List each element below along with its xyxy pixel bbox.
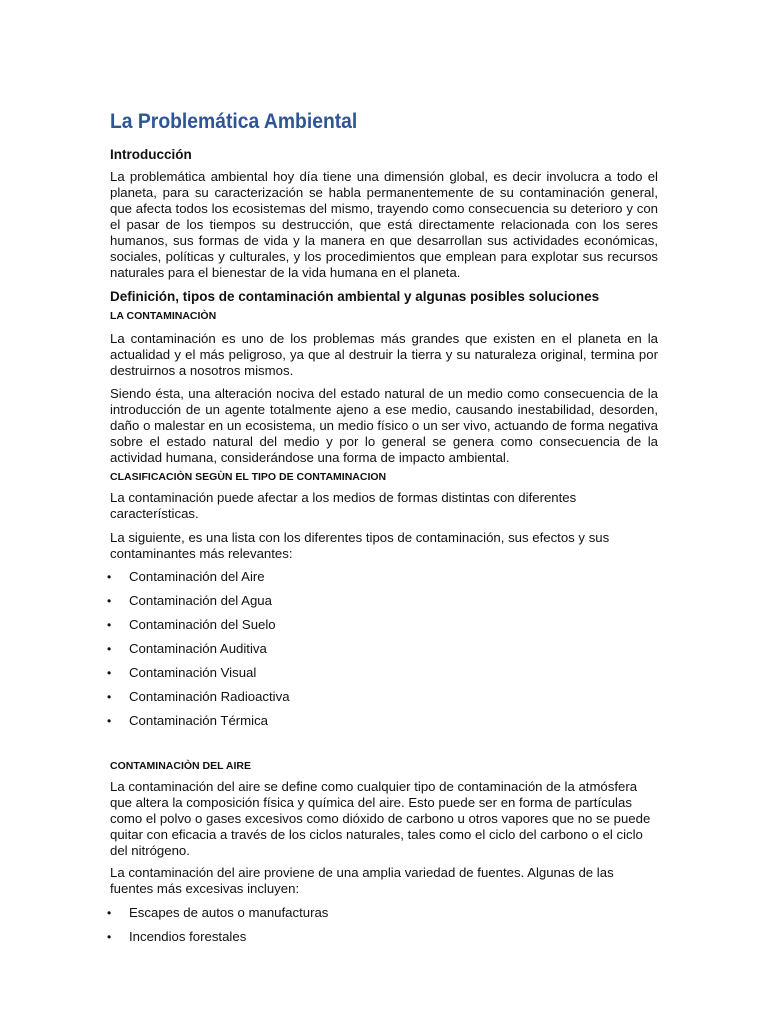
list-item-label: Contaminación del Aire [129, 569, 265, 584]
bullet-icon: • [107, 906, 112, 920]
intro-heading: Introducción [110, 147, 192, 162]
document-title: La Problemática Ambiental [110, 110, 358, 133]
list-item [107, 617, 658, 633]
list-item-label: Contaminación Radioactiva [129, 689, 290, 704]
contamination-types-list [107, 569, 658, 729]
list-item-label: Contaminación del Suelo [129, 617, 276, 632]
list-item-label: Contaminación Térmica [129, 713, 269, 728]
bullet-icon: • [107, 666, 112, 680]
list-item-label: Contaminación Visual [129, 665, 257, 680]
bullet-icon: • [107, 642, 112, 656]
definition-heading: Definición, tipos de contaminación ambiental y algunas posibles soluciones [110, 289, 600, 304]
contamination-subheading: LA CONTAMINACIÒN [110, 310, 217, 322]
definition-paragraph-1: La contaminación es uno de los problemas más grandes que existen en el planeta en la actualidad y el más peligroso, ya que al destruir la tierra y su naturaleza original, termina por destruirnos a nosotros mismos. [110, 331, 658, 378]
air-paragraph-1: La contaminación del aire se define como cualquier tipo de contaminación de la atmósfera que altera la composición física y química del aire. Esto puede ser en forma de partículas como el polvo o gases excesivos como dióxido de carbono u otros vapores que no se puede quitar con eficacia a través de los ciclos naturales, tales como el ciclo del carbono o el ciclo del nitrógeno. [110, 779, 651, 858]
classification-paragraph-1: La contaminación puede afectar a los medios de formas distintas con diferentes características. [110, 490, 577, 521]
air-sources-list [107, 905, 658, 945]
classification-heading: CLASIFICACIÒN SEGÙN EL TIPO DE CONTAMINACION [110, 471, 387, 483]
list-item [107, 665, 658, 681]
list-item [107, 713, 658, 729]
classification-paragraph-2: La siguiente, es una lista con los diferentes tipos de contaminación, sus efectos y sus contaminantes más relevantes: [110, 530, 610, 561]
air-pollution-heading: CONTAMINACIÒN DEL AIRE [110, 760, 251, 772]
list-item [107, 569, 658, 585]
list-item [107, 593, 658, 609]
list-item [107, 929, 658, 945]
bullet-icon: • [107, 930, 112, 944]
list-item-label: Contaminación del Agua [129, 593, 272, 608]
air-paragraph-2: La contaminación del aire proviene de una amplia variedad de fuentes. Algunas de las fuentes más excesivas incluyen: [110, 865, 614, 896]
bullet-icon: • [107, 570, 112, 584]
list-item [107, 905, 658, 921]
bullet-icon: • [107, 690, 112, 704]
list-item [107, 689, 658, 705]
bullet-icon: • [107, 714, 112, 728]
bullet-icon: • [107, 618, 112, 632]
list-item-label: Incendios forestales [129, 929, 247, 944]
list-item [107, 641, 658, 657]
document-page [107, 106, 658, 953]
list-item-label: Contaminación Auditiva [129, 641, 267, 656]
intro-paragraph: La problemática ambiental hoy día tiene una dimensión global, es decir involucra a todo el planeta, para su caracterización se habla permanentemente de su contaminación general, que afecta todos los ecosistemas del mismo, trayendo como consecuencia su deterioro y con el pasar de los tiempos su destrucción, que está directamente relacionada con los seres humanos, sus formas de vida y la manera en que desarrollan sus actividades económicas, sociales, políticas y culturales, y los procedimientos que emplean para explotar sus recursos naturales para el bienestar de la vida humana en el planeta. [110, 169, 658, 280]
list-item-label: Escapes de autos o manufacturas [129, 905, 329, 920]
bullet-icon: • [107, 594, 112, 608]
definition-paragraph-2: Siendo ésta, una alteración nociva del estado natural de un medio como consecuencia de la introducción de un agente totalmente ajeno a ese medio, causando inestabilidad, desorden, daño o malestar en un ecosistema, un medio físico o un ser vivo, actuando de forma negativa sobre el estado natural del medio y por lo general se genera como consecuencia de la actividad humana, considerándose una forma de impacto ambiental. [110, 386, 658, 465]
